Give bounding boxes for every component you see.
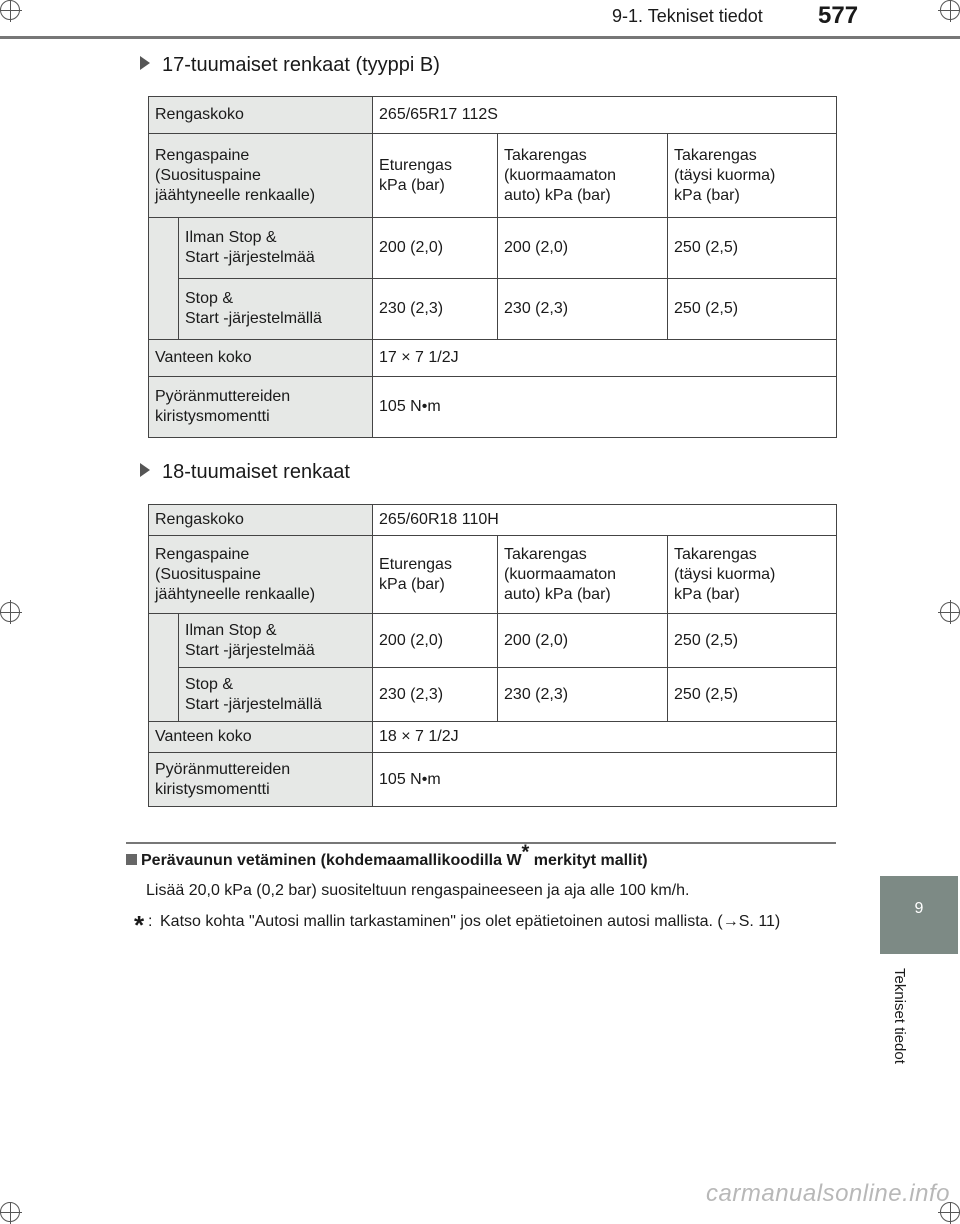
chapter-tab	[880, 876, 958, 954]
front-tire-header: Eturengas kPa (bar)	[373, 536, 498, 614]
tire-size-label: Rengaskoko	[149, 97, 373, 134]
torque-label: Pyöränmuttereiden kiristysmomentti	[149, 377, 373, 438]
rear-unladen-pressure-value: 230 (2,3)	[498, 668, 668, 722]
footnote	[134, 910, 834, 940]
rim-size-value: 17 × 7 1/2J	[373, 340, 837, 377]
rear-full-header: Takarengas (täysi kuorma) kPa (bar)	[668, 134, 837, 218]
rear-unladen-pressure-value: 230 (2,3)	[498, 279, 668, 340]
section-heading-18-inch	[140, 461, 350, 484]
chapter-number: 9	[914, 900, 924, 917]
triangle-bullet-icon	[140, 463, 150, 477]
front-pressure-value: 200 (2,0)	[373, 614, 498, 668]
tire-spec-table-17	[148, 96, 837, 438]
tire-size-value: 265/60R18 110H	[373, 505, 837, 536]
indent-cell	[149, 614, 179, 722]
section-heading-text: 18-tuumaiset renkaat	[162, 461, 350, 483]
rear-full-pressure-value: 250 (2,5)	[668, 614, 837, 668]
pressure-label: Rengaspaine (Suosituspaine jäähtyneelle renkaalle)	[149, 134, 373, 218]
footnote-marker: *	[521, 841, 530, 864]
row-label-without-stop-start: Ilman Stop & Start -järjestelmää	[179, 614, 373, 668]
pressure-label: Rengaspaine (Suosituspaine jäähtyneelle renkaalle)	[149, 536, 373, 614]
header-rule	[0, 36, 960, 39]
crop-mark-left-middle	[0, 600, 24, 624]
front-pressure-value: 230 (2,3)	[373, 668, 498, 722]
tire-size-label: Rengaskoko	[149, 505, 373, 536]
crop-mark-top-right	[936, 0, 960, 24]
square-bullet-icon	[126, 854, 137, 865]
front-pressure-value: 230 (2,3)	[373, 279, 498, 340]
row-label-without-stop-start: Ilman Stop & Start -järjestelmää	[179, 218, 373, 279]
towing-note-title: Perävaunun vetäminen (kohdemaamallikoodilla W* merkityt mallit)	[126, 852, 648, 870]
rear-full-pressure-value: 250 (2,5)	[668, 279, 837, 340]
note-rule	[126, 842, 836, 844]
section-heading-text: 17-tuumaiset renkaat (tyyppi B)	[162, 54, 440, 76]
towing-note-body: Lisää 20,0 kPa (0,2 bar) suositeltuun rengaspaineeseen ja aja alle 100 km/h.	[146, 882, 690, 899]
crop-mark-right-middle	[936, 600, 960, 624]
crop-mark-top-left	[0, 0, 24, 24]
footnote-colon: :	[148, 913, 153, 930]
tire-spec-table-18	[148, 504, 837, 807]
header-section-title: 9-1. Tekniset tiedot	[612, 6, 763, 26]
torque-label: Pyöränmuttereiden kiristysmomentti	[149, 753, 373, 807]
footnote-text: Katso kohta "Autosi mallin tarkastaminen" jos olet epätietoinen autosi mallista. (→S. 11)	[160, 913, 781, 930]
torque-value: 105 N•m	[373, 753, 837, 807]
row-label-with-stop-start: Stop & Start -järjestelmällä	[179, 668, 373, 722]
torque-value: 105 N•m	[373, 377, 837, 438]
crop-mark-bottom-left	[0, 1200, 24, 1224]
rear-unladen-header: Takarengas (kuormaamaton auto) kPa (bar)	[498, 536, 668, 614]
watermark: carmanualsonline.info	[706, 1180, 950, 1207]
rim-size-label: Vanteen koko	[149, 340, 373, 377]
tire-size-value: 265/65R17 112S	[373, 97, 837, 134]
front-pressure-value: 200 (2,0)	[373, 218, 498, 279]
rear-unladen-header: Takarengas (kuormaamaton auto) kPa (bar)	[498, 134, 668, 218]
section-heading-17-inch	[140, 54, 440, 77]
page-number: 577	[818, 2, 859, 29]
rear-full-pressure-value: 250 (2,5)	[668, 218, 837, 279]
front-tire-header: Eturengas kPa (bar)	[373, 134, 498, 218]
row-label-with-stop-start: Stop & Start -järjestelmällä	[179, 279, 373, 340]
rear-full-pressure-value: 250 (2,5)	[668, 668, 837, 722]
footnote-star: *	[134, 910, 145, 940]
rim-size-value: 18 × 7 1/2J	[373, 722, 837, 753]
triangle-bullet-icon	[140, 56, 150, 70]
indent-cell	[149, 218, 179, 340]
chapter-side-label-text: Tekniset tiedot	[891, 968, 908, 1064]
rear-unladen-pressure-value: 200 (2,0)	[498, 614, 668, 668]
rear-unladen-pressure-value: 200 (2,0)	[498, 218, 668, 279]
rim-size-label: Vanteen koko	[149, 722, 373, 753]
rear-full-header: Takarengas (täysi kuorma) kPa (bar)	[668, 536, 837, 614]
chapter-side-label	[884, 968, 908, 1092]
